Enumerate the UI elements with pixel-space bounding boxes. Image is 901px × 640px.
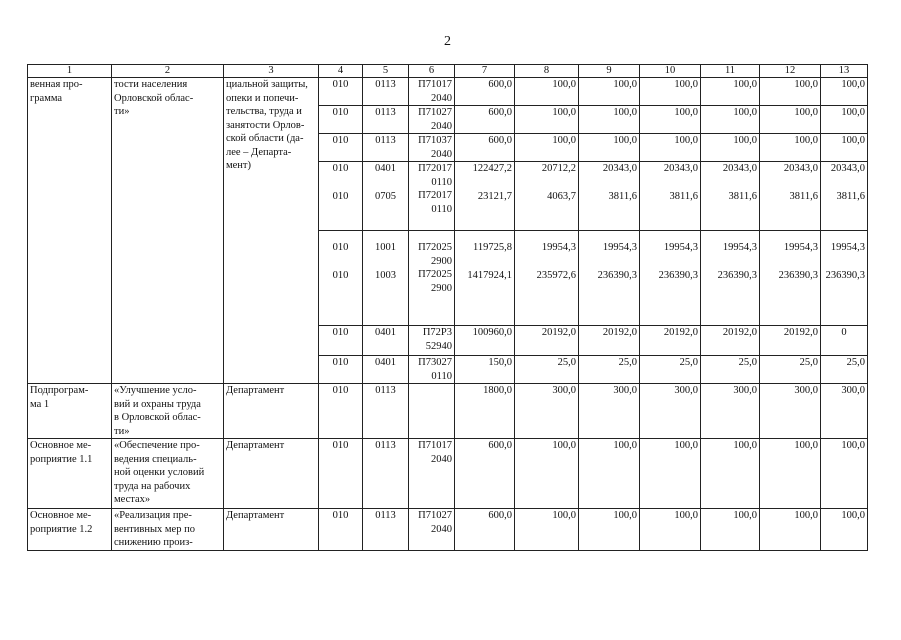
text-line: 19954,3	[602, 242, 637, 253]
amount-cell: 300,0	[760, 384, 821, 439]
section-cell: 0113	[363, 509, 409, 551]
item-title-cell	[112, 439, 224, 509]
table-row	[28, 384, 868, 439]
grbs-cell: 010	[319, 106, 363, 134]
text-line: «Обеспечение про-	[114, 440, 200, 451]
header-cell: 9	[579, 65, 640, 78]
executor-cell	[224, 78, 319, 384]
amount-cell: 100,0	[701, 134, 760, 162]
amount-cell: 25,0	[821, 356, 868, 384]
text-line: 0110	[431, 203, 452, 215]
amount-cell: 25,0	[760, 356, 821, 384]
amount-cell: 100960,0	[455, 326, 515, 356]
header-cell: 5	[363, 65, 409, 78]
text-line: Основное ме-	[30, 440, 92, 451]
amount-cell: 25,0	[701, 356, 760, 384]
amount-cell: 100,0	[640, 78, 701, 106]
text-line: 20343,0	[722, 163, 757, 174]
text-line: циальной защиты,	[226, 79, 308, 90]
amount-cell: 100,0	[701, 106, 760, 134]
text-line: ти»	[114, 106, 130, 117]
amount-cell: 100,0	[821, 439, 868, 509]
target-article-cell	[409, 162, 455, 231]
amount-cell: 25,0	[640, 356, 701, 384]
text-line: П71017	[418, 79, 452, 90]
header-cell: 11	[701, 65, 760, 78]
amount-cell	[455, 162, 515, 231]
table-row	[28, 509, 868, 551]
text-line: «Реализация пре-	[114, 510, 192, 521]
text-line: «Улучшение усло-	[114, 385, 197, 396]
section-cell	[363, 162, 409, 231]
grbs-cell: 010	[319, 356, 363, 384]
header-cell: 6	[409, 65, 455, 78]
amount-cell: 100,0	[821, 509, 868, 551]
amount-cell: 100,0	[640, 509, 701, 551]
item-name-cell	[28, 439, 112, 509]
target-article-cell	[409, 509, 455, 551]
target-article-cell	[409, 106, 455, 134]
text-line: 23121,7	[477, 190, 512, 202]
text-line: 2900	[431, 255, 452, 267]
text-line: 20343,0	[830, 163, 865, 174]
executor-cell: Департамент	[224, 384, 319, 439]
item-name-cell	[28, 384, 112, 439]
text-line: тельства, труда и	[226, 106, 302, 117]
table-row	[28, 439, 868, 509]
text-line: 122427,2	[472, 163, 512, 174]
text-line: 236390,3	[717, 269, 757, 281]
text-line: П72025	[418, 242, 452, 253]
text-line: П72017	[418, 163, 452, 174]
grbs-cell: 010	[319, 134, 363, 162]
text-line: 2040	[431, 523, 452, 535]
header-cell: 10	[640, 65, 701, 78]
text-line: снижению произ-	[114, 537, 193, 548]
text-line: 236390,3	[597, 269, 637, 281]
executor-cell: Департамент	[224, 439, 319, 509]
grbs-cell: 010	[319, 384, 363, 439]
amount-cell: 600,0	[455, 78, 515, 106]
target-article-cell	[409, 326, 455, 356]
amount-cell	[640, 231, 701, 326]
amount-cell	[821, 231, 868, 326]
amount-cell: 300,0	[579, 384, 640, 439]
amount-cell: 100,0	[701, 509, 760, 551]
text-line: 236390,3	[778, 269, 818, 281]
section-cell: 0401	[363, 326, 409, 356]
text-line: 19954,3	[663, 242, 698, 253]
text-line: роприятие 1.2	[30, 523, 93, 535]
text-line: 20343,0	[663, 163, 698, 174]
amount-cell: 100,0	[579, 106, 640, 134]
amount-cell: 100,0	[515, 509, 579, 551]
text-line: П71027	[418, 510, 452, 521]
amount-cell: 100,0	[821, 134, 868, 162]
text-line: труда на рабочих	[114, 480, 191, 492]
target-article-cell	[409, 78, 455, 106]
amount-cell: 100,0	[515, 134, 579, 162]
grbs-cell: 010	[319, 439, 363, 509]
text-line: вий и охраны труда	[114, 398, 201, 410]
section-cell	[363, 231, 409, 326]
amount-cell	[579, 162, 640, 231]
amount-cell	[455, 231, 515, 326]
amount-cell: 300,0	[701, 384, 760, 439]
amount-cell: 600,0	[455, 509, 515, 551]
text-line: ведения специаль-	[114, 453, 197, 465]
amount-cell: 100,0	[760, 509, 821, 551]
target-article-cell	[409, 439, 455, 509]
header-cell: 1	[28, 65, 112, 78]
amount-cell	[640, 162, 701, 231]
amount-cell: 1800,0	[455, 384, 515, 439]
amount-cell: 20192,0	[701, 326, 760, 356]
amount-cell: 600,0	[455, 134, 515, 162]
text-line: ма 1	[30, 398, 50, 410]
section-cell: 0113	[363, 106, 409, 134]
amount-cell: 100,0	[760, 134, 821, 162]
text-line: 3811,6	[728, 190, 757, 202]
grbs-cell: 010	[319, 509, 363, 551]
text-line: П71017	[418, 440, 452, 451]
amount-cell: 100,0	[579, 134, 640, 162]
text-line: грамма	[30, 92, 63, 104]
amount-cell	[515, 162, 579, 231]
text-line: местах»	[114, 494, 151, 505]
header-cell: 12	[760, 65, 821, 78]
amount-cell: 20192,0	[515, 326, 579, 356]
amount-cell: 100,0	[701, 439, 760, 509]
amount-cell: 20192,0	[640, 326, 701, 356]
amount-cell: 300,0	[821, 384, 868, 439]
item-name-cell	[28, 509, 112, 551]
text-line: 010	[332, 190, 349, 202]
amount-cell: 100,0	[515, 78, 579, 106]
text-line: ской области (да-	[226, 133, 304, 144]
text-line: 236390,3	[825, 269, 865, 281]
section-cell: 0113	[363, 134, 409, 162]
grbs-cell	[319, 231, 363, 326]
text-line: ной оценки условий	[114, 467, 205, 478]
amount-cell: 600,0	[455, 106, 515, 134]
text-line: 0705	[375, 190, 396, 202]
text-line: 52940	[425, 340, 452, 352]
text-line: Основное ме-	[30, 510, 92, 521]
amount-cell: 100,0	[579, 509, 640, 551]
program-title-cell	[112, 78, 224, 384]
text-line: 20712,2	[541, 163, 576, 174]
amount-cell: 100,0	[821, 106, 868, 134]
text-line: 20343,0	[602, 163, 637, 174]
text-line: 235972,6	[536, 269, 576, 281]
text-line: 19954,3	[783, 242, 818, 253]
amount-cell: 100,0	[515, 439, 579, 509]
text-line: П71037	[418, 135, 452, 146]
amount-cell: 100,0	[640, 106, 701, 134]
text-line: 3811,6	[669, 190, 698, 202]
text-line: 1001	[375, 242, 396, 253]
amount-cell: 25,0	[515, 356, 579, 384]
text-line: Подпрограм-	[30, 385, 89, 396]
amount-cell	[515, 231, 579, 326]
amount-cell: 20192,0	[760, 326, 821, 356]
text-line: в Орловской облас-	[114, 412, 201, 423]
section-cell: 0401	[363, 356, 409, 384]
text-line: занятости Орлов-	[226, 119, 305, 131]
header-cell: 2	[112, 65, 224, 78]
text-line: 2040	[431, 453, 452, 465]
text-line: 0110	[431, 176, 452, 188]
item-title-cell	[112, 509, 224, 551]
budget-table	[27, 64, 868, 551]
text-line: 010	[332, 269, 349, 281]
amount-cell: 100,0	[640, 134, 701, 162]
target-article-cell	[409, 231, 455, 326]
text-line: 0110	[431, 370, 452, 382]
text-line: 19954,3	[830, 242, 865, 253]
grbs-cell	[319, 162, 363, 231]
text-line: 3811,6	[789, 190, 818, 202]
text-line: Орловской облас-	[114, 92, 194, 104]
text-line: 2900	[431, 282, 452, 294]
section-cell: 0113	[363, 439, 409, 509]
text-line: 2040	[431, 92, 452, 104]
item-title-cell	[112, 384, 224, 439]
amount-cell: 100,0	[701, 78, 760, 106]
text-line: 4063,7	[547, 190, 576, 202]
text-line: 3811,6	[608, 190, 637, 202]
amount-cell	[701, 162, 760, 231]
header-cell: 8	[515, 65, 579, 78]
text-line: 2040	[431, 120, 452, 132]
text-line: ти»	[114, 425, 130, 437]
text-line: П71027	[418, 107, 452, 118]
text-line: 010	[332, 242, 349, 253]
text-line: 19954,3	[541, 242, 576, 253]
page-number: 2	[444, 34, 451, 49]
amount-cell: 100,0	[760, 78, 821, 106]
text-line: опеки и попечи-	[226, 92, 299, 104]
amount-cell	[701, 231, 760, 326]
header-cell: 3	[224, 65, 319, 78]
text-line: 236390,3	[658, 269, 698, 281]
amount-cell: 20192,0	[579, 326, 640, 356]
amount-cell	[821, 162, 868, 231]
header-cell: 7	[455, 65, 515, 78]
amount-cell: 100,0	[640, 439, 701, 509]
amount-cell: 100,0	[821, 78, 868, 106]
text-line: П72Р3	[422, 327, 452, 338]
amount-cell: 300,0	[515, 384, 579, 439]
amount-cell: 25,0	[579, 356, 640, 384]
text-line: мент)	[226, 160, 252, 171]
text-line: тости населения	[114, 79, 188, 90]
amount-cell: 100,0	[579, 439, 640, 509]
executor-cell: Департамент	[224, 509, 319, 551]
target-article-cell	[409, 384, 455, 439]
text-line: П73027	[418, 357, 452, 368]
target-article-cell	[409, 134, 455, 162]
amount-cell	[579, 231, 640, 326]
amount-cell: 100,0	[515, 106, 579, 134]
text-line: роприятие 1.1	[30, 453, 93, 465]
target-article-cell	[409, 356, 455, 384]
header-row	[28, 65, 868, 78]
amount-cell: 0	[821, 326, 868, 356]
program-name-cell	[28, 78, 112, 384]
amount-cell: 300,0	[640, 384, 701, 439]
text-line: 3811,6	[836, 190, 865, 202]
grbs-cell: 010	[319, 326, 363, 356]
text-line: 2040	[431, 148, 452, 160]
text-line: 1003	[375, 269, 396, 281]
header-cell: 13	[821, 65, 868, 78]
text-line: венная про-	[30, 79, 83, 90]
amount-cell: 100,0	[579, 78, 640, 106]
text-line: П72025	[418, 269, 452, 280]
amount-cell: 100,0	[760, 106, 821, 134]
grbs-cell: 010	[319, 78, 363, 106]
section-cell: 0113	[363, 384, 409, 439]
text-line: вентивных мер по	[114, 523, 195, 535]
amount-cell: 100,0	[760, 439, 821, 509]
amount-cell: 600,0	[455, 439, 515, 509]
text-line: 0401	[375, 163, 396, 174]
amount-cell	[760, 162, 821, 231]
amount-cell: 150,0	[455, 356, 515, 384]
text-line: 19954,3	[722, 242, 757, 253]
section-cell: 0113	[363, 78, 409, 106]
amount-cell	[760, 231, 821, 326]
table-row	[28, 78, 868, 106]
text-line: 119725,8	[473, 242, 512, 253]
text-line: П72017	[418, 190, 452, 201]
text-line: 20343,0	[783, 163, 818, 174]
text-line: 1417924,1	[467, 269, 512, 281]
text-line: 010	[332, 163, 349, 174]
header-cell: 4	[319, 65, 363, 78]
text-line: лее – Департа-	[226, 146, 292, 158]
